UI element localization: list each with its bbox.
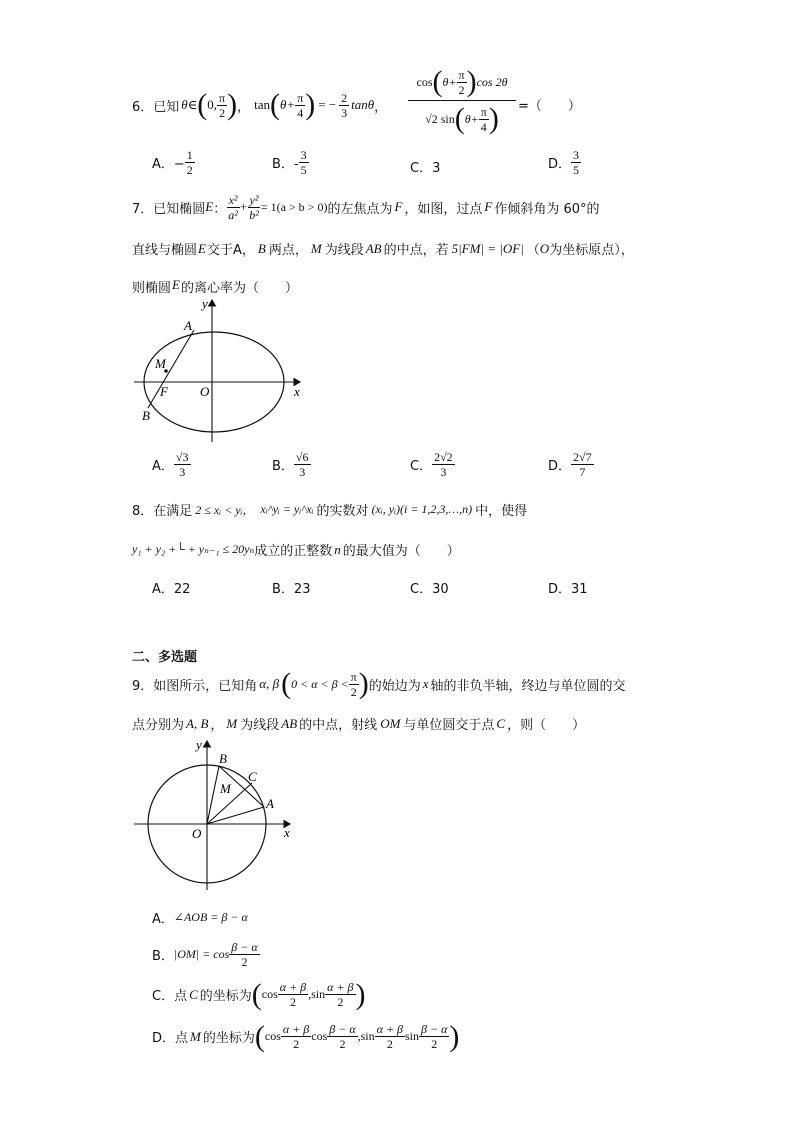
label-y: y (196, 737, 202, 752)
q9-option-d: D．点 M 的坐标为 ( cos $\frac{\alpha + \beta}{2}$ cos $\frac{\beta - \alpha}{2}$ ,sin $\frac{\alpha + \beta}{2}$ sin $\frac{\beta - \alpha}{2}$ ) (152, 1019, 460, 1053)
section-heading: 二、多选题 (132, 650, 198, 665)
q7-option-c: C． $\frac{2√2}{3}$ (410, 450, 453, 479)
pi-over-4: $\frac{\pi}{4}$ (297, 90, 304, 120)
q6-option-c: C．3 (410, 161, 441, 176)
q9-option-a: A． ∠AOB = β − α (152, 910, 248, 927)
label-m: M (220, 781, 231, 796)
q9-line1: 9．如图所示，已知角 α, β ( 0 < α < β < $\frac{\pi}{2}$ ) 的始边为 x 轴的非负半轴，终边与单位圆的交 (132, 667, 626, 700)
q6-option-a: A．− $\frac{1}{2}$ (152, 148, 193, 177)
label-o: O (192, 826, 202, 841)
q6-option-d: D． $\frac{3}{5}$ (548, 148, 580, 177)
q8-option-a: A．22 (152, 582, 191, 597)
pi-over-2: $\frac{\pi}{2}$ (219, 90, 226, 120)
label-b: B (219, 751, 227, 766)
q8-line1: 8．在满足 2 ≤ xᵢ < yᵢ， xᵢ^yᵢ = yᵢ^xᵢ 的实数对 (xᵢ, yᵢ)(i = 1,2,3,…,n) 中，使得 (132, 502, 528, 519)
q7-line2: 直线与椭圆 E 交于A， B 两点， M 为线段 AB 的中点，若 5|FM| = |OF| （ O 为坐标原点）， (132, 240, 634, 258)
label-x: x (284, 825, 290, 840)
label-m: M (155, 356, 166, 371)
two-thirds: $\frac{2}{3}$ (341, 90, 348, 120)
q9-line2: 点分别为 A, B ， M 为线段 AB 的中点，射线 OM 与单位圆交于点 C ，则（ ） (132, 715, 586, 733)
q7-option-b: B． $\frac{√6}{3}$ (272, 450, 309, 479)
q9-option-b: B． |OM| = cos $\frac{\beta - \alpha}{2}$ (152, 940, 258, 969)
q8-line2: y₁ + y₂ +└ + yₙ₋₁ ≤ 20yₙ 成立的正整数 n 的最大值为（ ） (132, 541, 460, 559)
big-denominator: √2 sin ( θ+ $\frac{\pi}{4}$ ) (425, 102, 499, 135)
q6-number: 6．已知 (132, 99, 180, 115)
label-a: A (266, 796, 274, 811)
q7-line3: 则椭圆 E 的离心率为（ ） (132, 277, 298, 296)
q7-option-a: A． $\frac{√3}{3}$ (152, 450, 189, 479)
label-x: x (294, 384, 300, 399)
q6-big-fraction (406, 64, 518, 137)
q9-option-c: C．点 C 的坐标为 ( cos $\frac{\alpha + \beta}{2}$ ,sin $\frac{\alpha + \beta}{2}$ ) (152, 977, 366, 1011)
q6-option-b: B．- $\frac{3}{5}$ (272, 148, 307, 177)
q7-line1: 7．已知椭圆 E ： $\frac{\text{x²}}{\text{a²}}$ + $\frac{\text{y²}}{\text{b²}}$ = 1(a > b > 0) 的左焦点为 F ，如图，过点 F 作倾斜角为 60°的 (132, 192, 600, 222)
label-b: B (142, 408, 150, 423)
q8-option-c: C．30 (410, 582, 449, 597)
q6-ask: =（ ） (518, 99, 581, 114)
q6-stem: 6．已知 θ∈ ( 0, $\frac{\pi}{2}$ ) ， tan ( θ+ $\frac{\pi}{4}$ ) = − $\frac{2}{3}$ tanθ ， (132, 88, 388, 121)
q8-option-d: D．31 (548, 582, 588, 597)
label-c: C (248, 769, 257, 784)
label-o: O (200, 384, 210, 399)
q7-option-d: D． $\frac{2√7}{7}$ (548, 450, 592, 479)
q8-option-b: B．23 (272, 582, 311, 597)
label-f: F (160, 384, 168, 399)
q9-unit-circle-figure (130, 735, 300, 893)
label-a: A (184, 318, 192, 333)
q7-ellipse-figure (130, 296, 310, 446)
big-numerator: cos ( θ+ $\frac{\pi}{2}$ ) cos 2θ (416, 65, 508, 98)
label-y: y (202, 296, 208, 311)
